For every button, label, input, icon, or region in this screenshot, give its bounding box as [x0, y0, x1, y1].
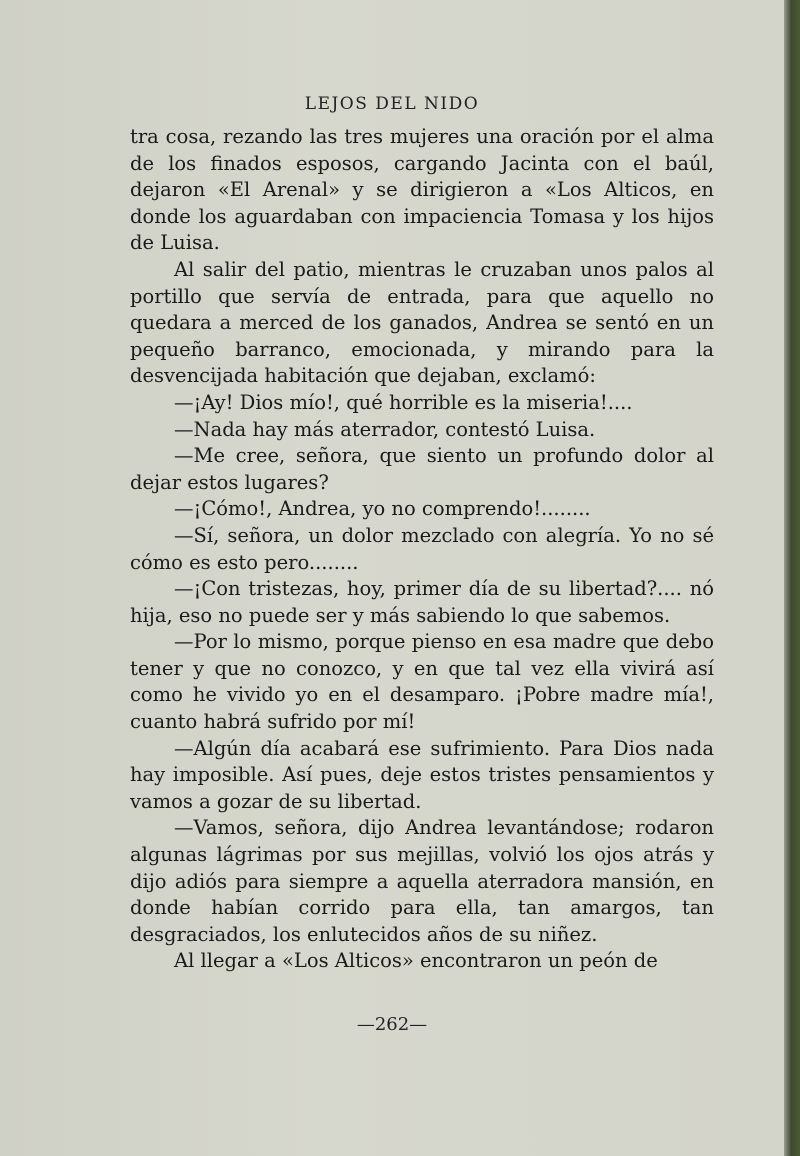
paragraph: tra cosa, rezando las tres mujeres una oración por el alma de los finados esposos, cargando Jacinta con el baúl, dejaron «El Arenal» y se dirigieron a «Los Alticos, en donde los aguardaban con impaciencia Tomasa y los hijos de Luisa. — [130, 125, 714, 255]
paragraph: —Algún día acabará ese sufrimiento. Para Dios nada hay imposible. Así pues, deje estos tristes pensamientos y vamos a gozar de su libertad. — [130, 736, 714, 813]
paragraph: Al salir del patio, mientras le cruzaban unos palos al portillo que servía de entrada, para que aquello no quedara a merced de los ganados, Andrea se sentó en un pequeño barranco, emocionada, y mirando para la desvencijada habitación que dejaban, exclamó: — [130, 257, 714, 388]
paragraph: —Me cree, señora, que siento un profundo dolor al dejar estos lugares? — [130, 444, 714, 494]
book-spine-edge — [784, 0, 800, 1156]
paragraph: —¡Con tristezas, hoy, primer día de su libertad?.... nó hija, eso no puede ser y más sabiendo lo que sabemos. — [130, 577, 714, 627]
paragraph: —¡Cómo!, Andrea, yo no comprendo!........ — [174, 497, 591, 521]
paragraph: —Por lo mismo, porque pienso en esa madre que debo tener y que no conozco, y en que tal vez ella vivirá así como he vivido yo en el desamparo. ¡Pobre madre mía!, cuanto habrá sufrido por mí! — [130, 630, 714, 734]
body-text — [130, 124, 714, 975]
paragraph: —¡Ay! Dios mío!, qué horrible es la miseria!.... — [174, 390, 633, 414]
paragraph: —Nada hay más aterrador, contestó Luisa. — [174, 417, 596, 441]
paragraph: —Vamos, señora, dijo Andrea levantándose; rodaron algunas lágrimas por sus mejillas, volvió los ojos atrás y dijo adiós para siempre a aquella aterradora mansión, en donde habían corrido para ella, tan amargos, tan desgraciados, los enlutecidos años de su niñez. — [130, 816, 714, 946]
paragraph: —Sí, señora, un dolor mezclado con alegría. Yo no sé cómo es esto pero........ — [130, 523, 714, 574]
running-head: LEJOS DEL NIDO — [304, 94, 480, 114]
paragraph: Al llegar a «Los Alticos» encontraron un peón de — [174, 949, 658, 973]
page-number: —262— — [356, 1014, 428, 1035]
